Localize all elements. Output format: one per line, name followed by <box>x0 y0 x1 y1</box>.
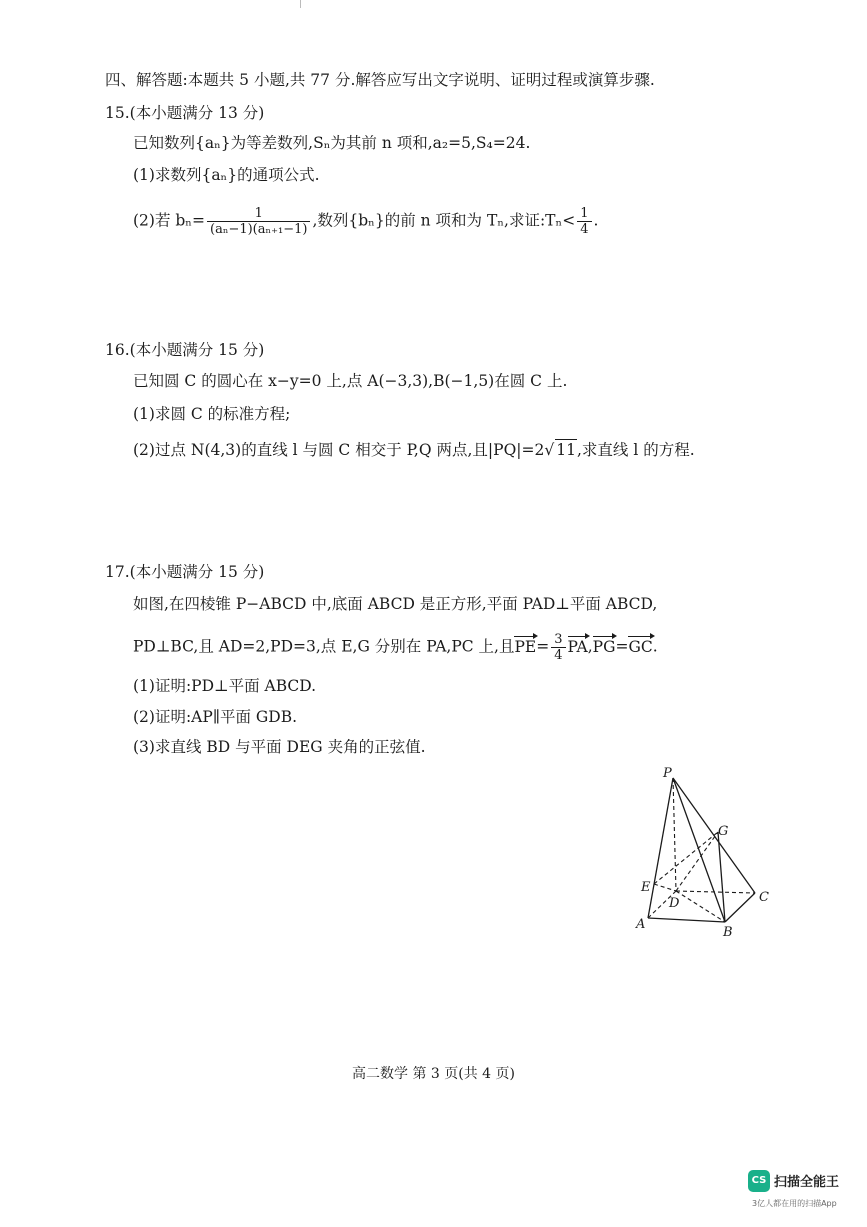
vertex-label-g: G <box>718 824 729 839</box>
q16-given: 已知圆 C 的圆心在 x−y=0 上,点 A(−3,3),B(−1,5)在圆 C 上. <box>133 372 568 390</box>
q15-title: 15.(本小题满分 13 分) <box>105 104 265 122</box>
q15-quarter-denominator: 4 <box>580 222 589 237</box>
q15-given: 已知数列{aₙ}为等差数列,Sₙ为其前 n 项和,a₂=5,S₄=24. <box>133 134 531 152</box>
scan-mark <box>300 0 301 8</box>
q15-part2-end: . <box>593 211 599 230</box>
q15-bn-fraction <box>207 206 310 237</box>
vector-pe: PE <box>514 637 537 656</box>
watermark-subtitle: 3亿人都在用的扫描App <box>752 1199 837 1208</box>
q16-part1: (1)求圆 C 的标准方程; <box>133 405 291 423</box>
q17-title: 17.(本小题满分 15 分) <box>105 563 265 581</box>
q16-sqrt-value: 11 <box>556 441 576 459</box>
q17-period: . <box>652 637 658 656</box>
pyramid-figure <box>630 760 780 940</box>
q15-quarter-numerator: 1 <box>577 206 591 222</box>
q15-part2 <box>133 206 598 237</box>
edge-ed <box>654 884 676 891</box>
q15-bn-numerator: 1 <box>207 206 310 222</box>
vertex-label-b: B <box>723 925 733 940</box>
scanner-watermark <box>748 1170 863 1215</box>
q17-given-1: 如图,在四棱锥 P−ABCD 中,底面 ABCD 是正方形,平面 PAD⊥平面 ABCD, <box>133 595 658 613</box>
edge-pd <box>673 778 676 891</box>
q17-given-2-pre: PD⊥BC,且 AD=2,PD=3,点 E,G 分别在 PA,PC 上,且 <box>133 637 515 656</box>
q16-part2: (2)过点 N(4,3)的直线 l 与圆 C 相交于 P,Q 两点,且|PQ|=2√ 11,求直线 l 的方程. <box>133 441 695 459</box>
edge-bc <box>725 893 755 922</box>
watermark-name: 扫描全能王 <box>774 1175 840 1190</box>
q15-bn-denominator: (aₙ−1)(aₙ₊₁−1) <box>210 222 308 237</box>
q17-equals-2: = <box>615 637 629 656</box>
edge-ab <box>648 918 725 922</box>
vertex-label-e: E <box>641 880 651 895</box>
edge-db <box>676 891 725 922</box>
q16-part2-end: ,求直线 l 的方程. <box>576 441 695 459</box>
q17-part3: (3)求直线 BD 与平面 DEG 夹角的正弦值. <box>133 738 426 756</box>
q17-fraction-numerator: 3 <box>551 632 565 648</box>
q17-comma: , <box>587 637 593 656</box>
edge-dc <box>676 891 755 893</box>
q17-fraction <box>551 632 565 663</box>
q15-part1: (1)求数列{aₙ}的通项公式. <box>133 166 320 184</box>
q15-part2-pre: (2)若 bₙ= <box>133 211 205 230</box>
vertex-label-d: D <box>669 896 680 911</box>
q17-given-2 <box>133 632 658 663</box>
q17-fraction-denominator: 4 <box>554 648 563 663</box>
vertex-label-a: A <box>636 917 646 932</box>
vertex-label-c: C <box>759 890 769 905</box>
q17-part2: (2)证明:AP∥平面 GDB. <box>133 708 298 726</box>
vector-pa: PA <box>567 637 588 656</box>
vector-gc: GC <box>628 637 653 656</box>
q16-title: 16.(本小题满分 15 分) <box>105 341 265 359</box>
q15-part2-mid: ,数列{bₙ}的前 n 项和为 Tₙ,求证:Tₙ< <box>312 211 576 230</box>
vertex-label-p: P <box>663 766 672 781</box>
q15-quarter-fraction <box>577 206 591 237</box>
camscanner-logo-icon: CS <box>748 1170 770 1192</box>
q17-part1: (1)证明:PD⊥平面 ABCD. <box>133 677 317 695</box>
page-footer: 高二数学 第 3 页(共 4 页) <box>352 1066 515 1082</box>
q17-equals: = <box>536 637 550 656</box>
vector-pg: PG <box>592 637 616 656</box>
q16-part2-pre: (2)过点 N(4,3)的直线 l 与圆 C 相交于 P,Q 两点,且|PQ|=2 <box>133 441 545 459</box>
section-header: 四、解答题:本题共 5 小题,共 77 分.解答应写出文字说明、证明过程或演算步骤. <box>105 71 655 89</box>
edge-pb <box>673 778 725 922</box>
